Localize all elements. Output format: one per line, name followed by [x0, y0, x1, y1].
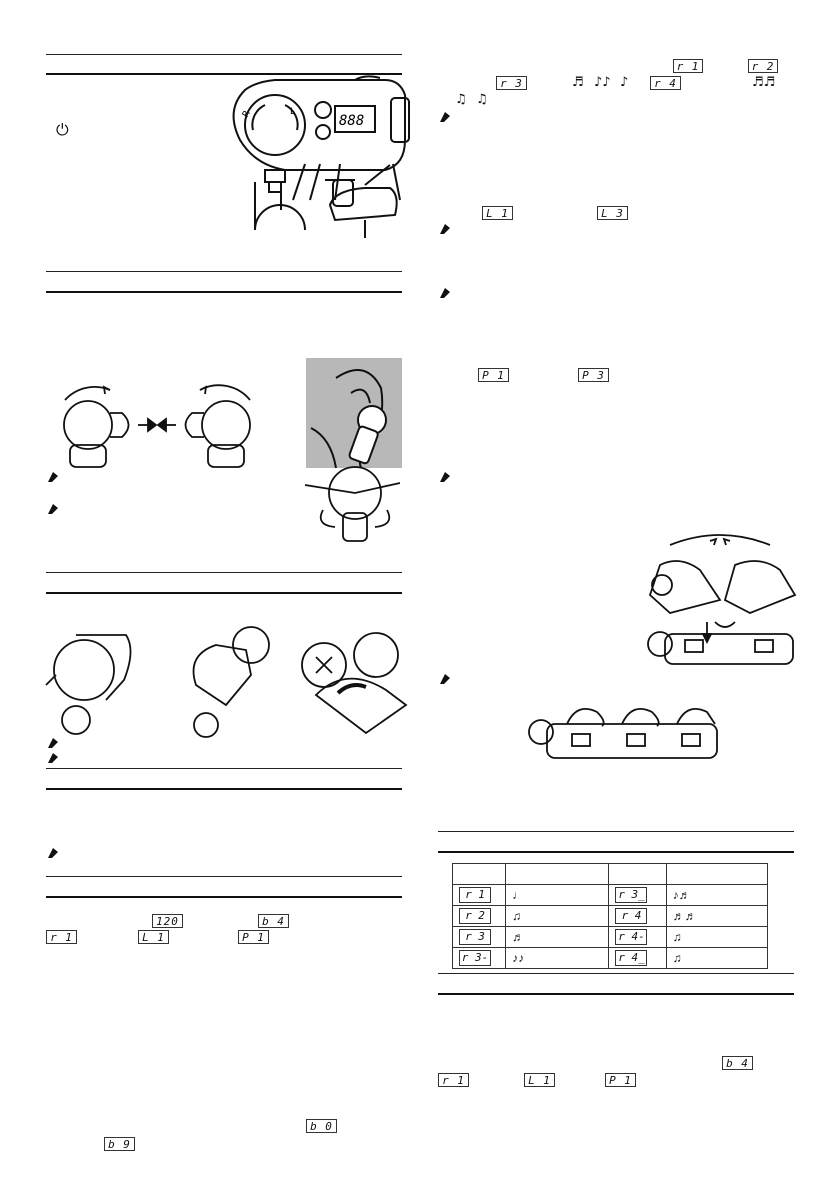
table-cell: ♫ [666, 927, 767, 948]
table-header-cell [453, 864, 506, 885]
table-header-cell [609, 864, 666, 885]
section-rule-battery [46, 592, 402, 594]
ear-wearing-photo [306, 358, 402, 468]
section-rule-reset [438, 993, 794, 995]
section-rule [46, 876, 402, 877]
table-row [453, 927, 768, 948]
section-rule [438, 831, 794, 832]
table-cell: r 4 [609, 906, 666, 927]
table-header-cell [666, 864, 767, 885]
linked-chain-illustration [527, 702, 717, 770]
lcd-level-min: L 1 [482, 206, 513, 220]
lcd-level-max: L 3 [597, 206, 628, 220]
lcd-beat-max: b 9 [104, 1137, 135, 1151]
lcd-r2: r 2 [748, 59, 778, 73]
caution-icon [46, 470, 60, 482]
table-row [453, 885, 768, 906]
lcd-r3: r 3 [496, 76, 527, 90]
caution-icon [438, 286, 452, 298]
ear-angle-illustration [305, 465, 405, 545]
battery-replacement-illustration [46, 625, 411, 735]
lcd-pitch: P 1 [238, 930, 269, 944]
table-cell: r 2 [453, 906, 506, 927]
link-units-illustration [640, 525, 800, 617]
caution-icon [438, 470, 452, 482]
lcd-reset-beat: b 4 [722, 1056, 753, 1070]
section-rule-rhythm-table [438, 851, 794, 853]
lcd-tempo: 120 [152, 914, 183, 928]
rhythm-table [452, 863, 768, 969]
table-header-row [453, 864, 768, 885]
linked-pair-illustration [645, 622, 800, 672]
note-dotted-icon: ♪ [620, 75, 629, 90]
table-cell: ♬♬ [666, 906, 767, 927]
section-rule [46, 572, 402, 573]
table-cell: ♪♬ [666, 885, 767, 906]
table-cell: ♫ [506, 906, 609, 927]
svg-text:L: L [290, 107, 296, 117]
note-eighth-icon: ♫ [455, 92, 467, 107]
caution-icon [438, 110, 452, 122]
lcd-r1: r 1 [673, 59, 703, 73]
ear-orientation-illustration [40, 385, 270, 470]
lcd-level: L 1 [138, 930, 169, 944]
lcd-beat: b 4 [258, 914, 289, 928]
lcd-reset-pitch: P 1 [605, 1073, 636, 1087]
section-rule-settings [46, 896, 402, 898]
section-rule [46, 271, 402, 272]
table-cell: ♫ [666, 948, 767, 969]
section-rule [438, 973, 794, 974]
section-rule-top [46, 54, 402, 55]
caution-icon [46, 751, 60, 763]
caution-icon [438, 672, 452, 684]
section-rule-power [46, 788, 402, 790]
lcd-rhythm: r 1 [46, 930, 77, 944]
table-row [453, 906, 768, 927]
caution-icon [46, 736, 60, 748]
table-header-cell [506, 864, 609, 885]
table-cell: r 4_ [609, 948, 666, 969]
caution-icon [46, 846, 60, 858]
caution-icon [438, 222, 452, 234]
table-cell: ♬ [506, 927, 609, 948]
table-cell: r 3 [453, 927, 506, 948]
note-sixteenth-icon: ♬♬ [752, 75, 776, 90]
svg-text:R: R [240, 109, 253, 120]
table-row [453, 948, 768, 969]
note-eighth-icon: ♫ [476, 92, 488, 107]
power-icon: ⏻ [56, 120, 69, 139]
note-triplet-icon: ♬ [572, 75, 584, 90]
note-dotted-icon: ♪♪ [594, 75, 611, 90]
lcd-reset-level: L 1 [524, 1073, 555, 1087]
table-cell: r 4- [609, 927, 666, 948]
table-cell: ♪♪ [506, 948, 609, 969]
table-cell: r 3- [453, 948, 506, 969]
lcd-pitch-max: P 3 [578, 368, 609, 382]
section-rule-ear [46, 291, 402, 293]
lcd-pitch-min: P 1 [478, 368, 509, 382]
table-cell: r 3_ [609, 885, 666, 906]
section-rule [46, 768, 402, 769]
lcd-r4: r 4 [650, 76, 681, 90]
svg-text:888: 888 [339, 113, 365, 129]
device-parts-illustration [215, 70, 410, 240]
lcd-reset-rhythm: r 1 [438, 1073, 469, 1087]
caution-icon [46, 502, 60, 514]
table-cell: r 1 [453, 885, 506, 906]
lcd-beat-min: b 0 [306, 1119, 337, 1133]
table-cell: ♩ [506, 885, 609, 906]
